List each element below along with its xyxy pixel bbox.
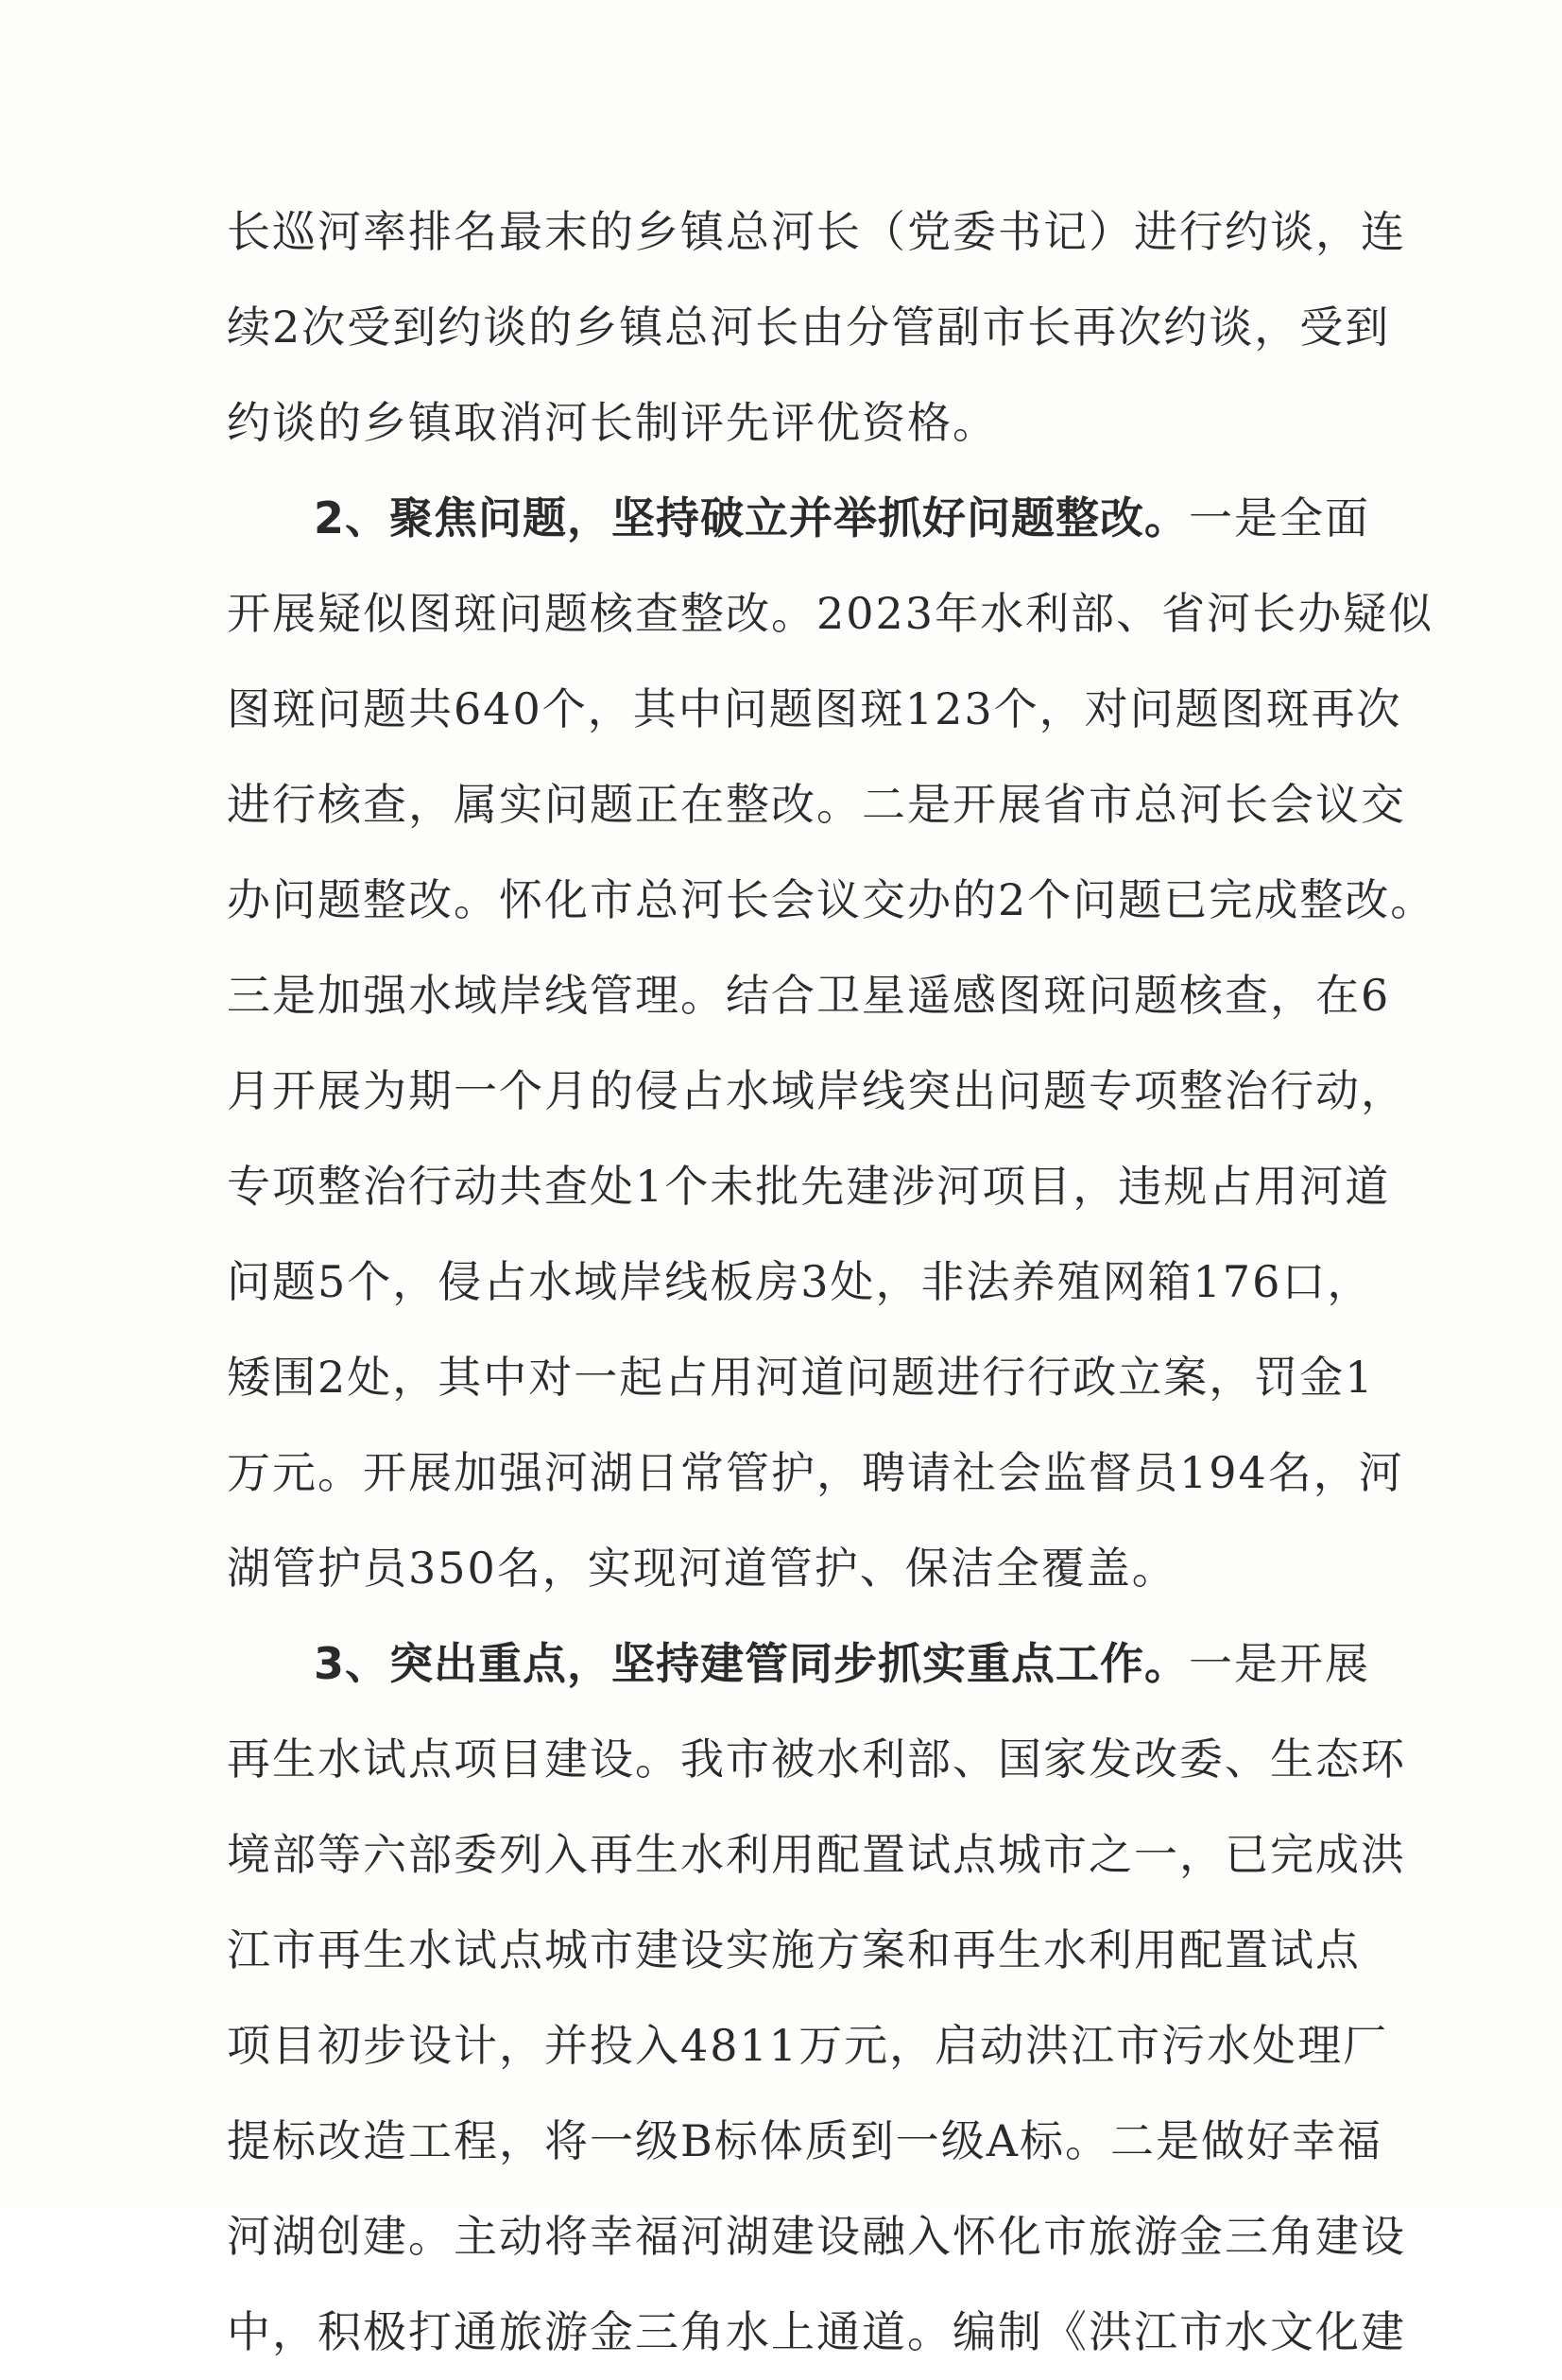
paragraph-line: 提标改造工程，将一级B标体质到一级A标。二是做好幸福: [227, 2115, 1383, 2166]
paragraph-line: 万元。开展加强河湖日常管护，聘请社会监督员194名，河: [227, 1447, 1404, 1498]
paragraph-line: 图斑问题共640个，其中问题图斑123个，对问题图斑再次: [227, 683, 1402, 734]
section-3-heading: 3、突出重点，坚持建管同步抓实重点工作。: [314, 1638, 1190, 1689]
paragraph-line: 项目初步设计，并投入4811万元，启动洪江市污水处理厂: [227, 2020, 1389, 2071]
paragraph-line: 月开展为期一个月的侵占水域岸线突出问题专项整治行动，: [227, 1065, 1406, 1116]
paragraph-line: 河湖创建。主动将幸福河湖建设融入怀化市旅游金三角建设: [227, 2211, 1406, 2262]
paragraph-line: 约谈的乡镇取消河长制评先评优资格。: [227, 397, 998, 448]
paragraph-line: 问题5个，侵占水域岸线板房3处，非法养殖网箱176口，: [227, 1256, 1373, 1307]
paragraph-line: 办问题整改。怀化市总河长会议交办的2个问题已完成整改。: [227, 874, 1436, 925]
section-2-first-line-rest: 一是全面: [1189, 492, 1371, 543]
paragraph-line: 矮围2处，其中对一起占用河道问题进行行政立案，罚金1: [227, 1352, 1375, 1403]
paragraph-line: 专项整治行动共查处1个未批先建涉河项目，违规占用河道: [227, 1161, 1391, 1212]
section-3-first-line: [227, 1616, 1371, 1712]
paragraph-line: 湖管护员350名，实现河道管护、保洁全覆盖。: [227, 1543, 1177, 1594]
paragraph-line: 进行核查，属实问题正在整改。二是开展省市总河长会议交: [227, 779, 1406, 830]
section-2-heading: 2、聚焦问题，坚持破立并举抓好问题整改。: [314, 492, 1190, 543]
paragraph-line: 三是加强水域岸线管理。结合卫星遥感图斑问题核查，在6: [227, 970, 1391, 1021]
paragraph-line: 中，积极打通旅游金三角水上通道。编制《洪江市水文化建: [227, 2306, 1406, 2357]
paragraph-line: 长巡河率排名最末的乡镇总河长（党委书记）进行约谈，连: [227, 206, 1406, 257]
paragraph-line: 境部等六部委列入再生水利用配置试点城市之一，已完成洪: [227, 1829, 1406, 1880]
paragraph-line: 开展疑似图斑问题核查整改。2023年水利部、省河长办疑似: [227, 588, 1434, 639]
body-text: [227, 184, 1436, 2380]
section-3-first-line-rest: 一是开展: [1189, 1638, 1371, 1689]
section-2-first-line: [227, 471, 1371, 566]
paragraph-line: 江市再生水试点城市建设实施方案和再生水利用配置试点: [227, 1924, 1361, 1975]
paragraph-line: 续2次受到约谈的乡镇总河长由分管副市长再次约谈，受到: [227, 302, 1391, 353]
paragraph-line: 再生水试点项目建设。我市被水利部、国家发改委、生态环: [227, 1733, 1406, 1785]
